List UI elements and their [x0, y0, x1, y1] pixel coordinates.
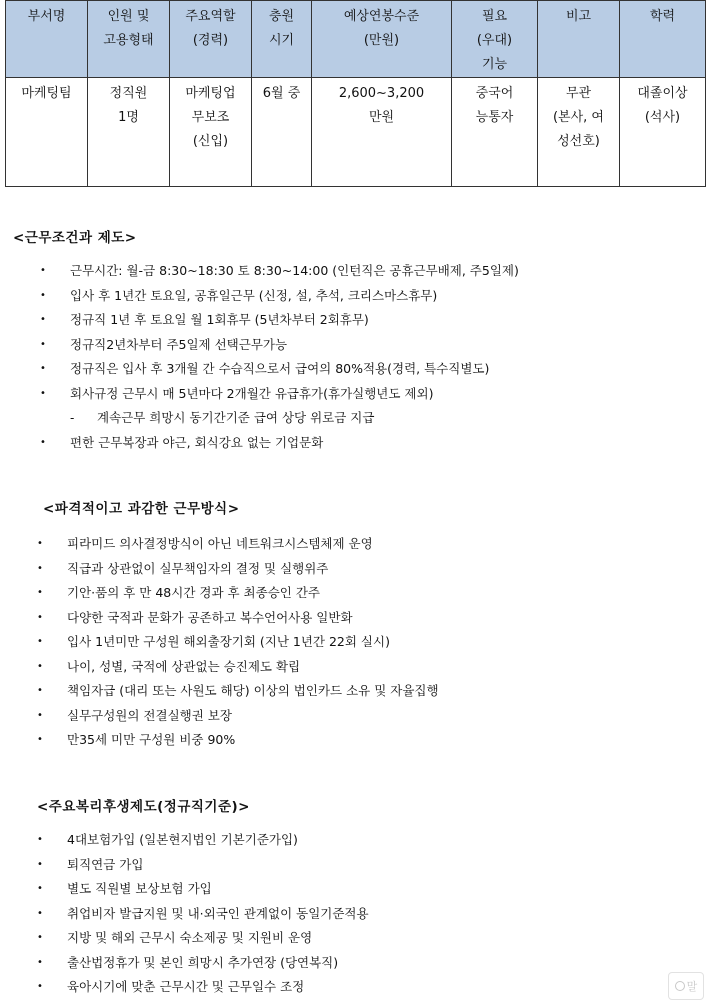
bullet-marker: • — [37, 660, 43, 672]
list-item-text: 만35세 미만 구성원 비중 90% — [67, 732, 236, 747]
cell-remarks: 무관 (본사, 여 성선호) — [538, 78, 620, 187]
bullet-marker: • — [40, 363, 46, 374]
list-item-text: 취업비자 발급지원 및 내·외국인 관계없이 동일기준적용 — [67, 905, 369, 921]
cell-main-role: 마케팅업 무보조 (신입) — [170, 78, 252, 187]
list-item-text: 회사규정 근무시 매 5년마다 2개월간 유급휴가(휴가실행년도 제외) — [70, 385, 434, 401]
header-expected-salary: 예상연봉수준 (만원) — [312, 1, 452, 78]
bullet-marker: • — [37, 981, 43, 992]
list-item-text: 편한 근무복장과 야근, 회식강요 없는 기업문화 — [70, 434, 324, 450]
list-item-text: 입사 1년미만 구성원 해외출장기회 (지난 1년간 22회 실시) — [67, 634, 390, 649]
list-item-text: 육아시기에 맞춘 근무시간 및 근무일수 조정 — [67, 979, 305, 994]
list-item-text: 직급과 상관없이 실무책임자의 결정 및 실행위주 — [67, 560, 329, 576]
header-required-skill: 필요 (우대) 기능 — [452, 1, 538, 78]
list-item-text: 정규직은 입사 후 3개월 간 수습직으로서 급여의 80%적용(경력, 특수직별도) — [70, 361, 490, 376]
bullet-marker: • — [37, 587, 43, 598]
list-item-text: 퇴직연금 가입 — [67, 856, 144, 872]
cell-department: 마케팅팀 — [6, 78, 88, 187]
bullet-marker: • — [37, 709, 43, 721]
list-item-text: 실무구성원의 전결실행권 보장 — [67, 707, 232, 723]
list-item-text: 정규직2년차부터 주5일제 선택근무가능 — [70, 336, 288, 352]
cell-expected-salary: 2,600~3,200 만원 — [312, 78, 452, 187]
globe-icon — [675, 981, 685, 991]
list-item-text: 피라미드 의사결정방식이 아닌 네트워크시스템체제 운영 — [67, 536, 373, 551]
header-headcount-type: 인원 및 고용형태 — [88, 1, 170, 78]
bullet-marker: • — [37, 562, 43, 574]
bullet-marker: • — [37, 932, 43, 943]
cell-required-skill: 중국어 능통자 — [452, 78, 538, 187]
dash-marker: - — [70, 411, 75, 425]
job-posting-table — [5, 0, 706, 187]
table-row — [6, 78, 706, 187]
bullet-marker: • — [37, 538, 43, 549]
header-department: 부서명 — [6, 1, 88, 78]
list-item-text: 정규직 1년 후 토요일 월 1회휴무 (5년차부터 2회휴무) — [70, 312, 369, 327]
section-title-work-conditions: <근무조건과 제도> — [13, 230, 137, 246]
bullet-marker: • — [40, 387, 46, 399]
table-header-row — [6, 1, 706, 78]
header-main-role: 주요역할 (경력) — [170, 1, 252, 78]
bullet-marker: • — [40, 436, 46, 448]
bullet-marker: • — [37, 636, 43, 647]
list-item-text: 나이, 성별, 국적에 상관없는 승진제도 확립 — [67, 658, 301, 674]
list-item-text: 책임자급 (대리 또는 사원도 해당) 이상의 법인카드 소유 및 자율집행 — [67, 683, 439, 698]
header-education: 학력 — [620, 1, 706, 78]
cell-hiring-time: 6월 중 — [252, 78, 312, 187]
bullet-marker: • — [40, 289, 46, 301]
cell-headcount-type: 정직원 1명 — [88, 78, 170, 187]
bullet-marker: • — [37, 834, 43, 845]
bullet-marker: • — [37, 956, 43, 968]
translate-button-label: 말 — [686, 980, 698, 993]
header-remarks: 비고 — [538, 1, 620, 78]
bullet-marker: • — [37, 907, 43, 919]
cell-education: 대졸이상 (석사) — [620, 78, 706, 187]
bullet-marker: • — [37, 611, 43, 623]
bullet-marker: • — [37, 734, 43, 745]
list-item-text: 계속근무 희망시 동기간기준 급여 상당 위로금 지급 — [97, 410, 375, 425]
bullet-marker: • — [40, 338, 46, 350]
list-item-text: 다양한 국적과 문화가 공존하고 복수언어사용 일반화 — [67, 609, 353, 625]
bullet-marker: • — [37, 883, 43, 894]
list-item-text: 지방 및 해외 근무시 숙소제공 및 지원비 운영 — [67, 930, 313, 945]
translate-button[interactable] — [668, 972, 704, 1000]
bullet-marker: • — [40, 265, 46, 276]
section-title-work-style: <파격적이고 과감한 근무방식> — [43, 501, 240, 517]
bullet-marker: • — [37, 858, 43, 870]
header-hiring-time: 충원 시기 — [252, 1, 312, 78]
list-item-text: 근무시간: 월-금 8:30~18:30 토 8:30~14:00 (인턴직은 공휴근무배제, 주5일제) — [70, 263, 519, 278]
section-title-benefits: <주요복리후생제도(정규직기준)> — [37, 799, 250, 815]
list-item-text: 기안·품의 후 만 48시간 경과 후 최종승인 간주 — [67, 585, 320, 600]
list-item-text: 입사 후 1년간 토요일, 공휴일근무 (신정, 설, 추석, 크리스마스휴무) — [70, 287, 438, 303]
bullet-marker: • — [40, 314, 46, 325]
list-item-text: 출산법정휴가 및 본인 희망시 추가연장 (당연복직) — [67, 954, 339, 970]
bullet-marker: • — [37, 685, 43, 696]
list-item-text: 4대보험가입 (일본현지법인 기본기준가입) — [67, 832, 298, 847]
list-item-text: 별도 직원별 보상보험 가입 — [67, 881, 212, 896]
